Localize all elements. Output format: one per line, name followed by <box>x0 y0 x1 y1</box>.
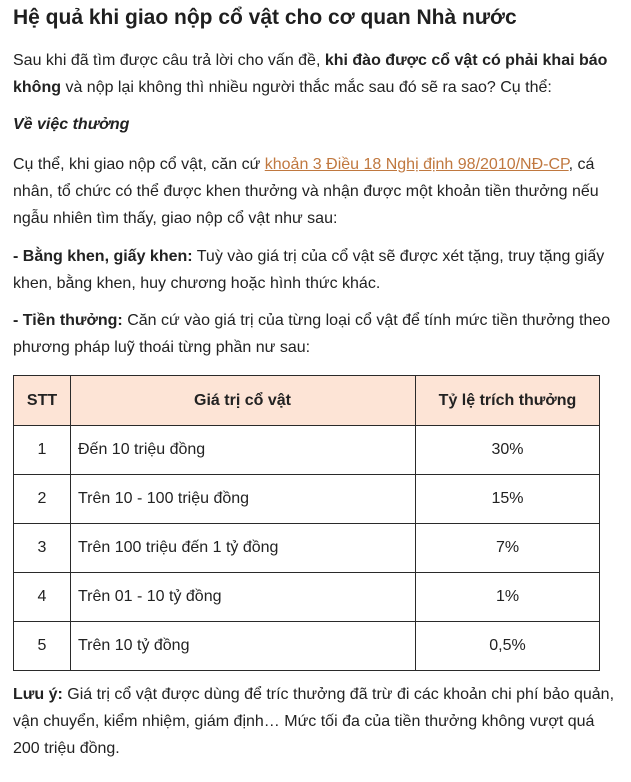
header-stt: STT <box>14 376 71 426</box>
decree-link[interactable]: khoản 3 Điều 18 Nghị định 98/2010/NĐ-CP <box>264 156 569 173</box>
legal-basis-paragraph <box>13 151 615 232</box>
cell-stt: 1 <box>14 426 71 475</box>
cell-stt: 3 <box>14 524 71 573</box>
bullet-certificates-label: - Bằng khen, giấy khen: <box>13 248 193 265</box>
cell-reward-rate: 1% <box>416 573 600 622</box>
table-row <box>14 524 600 573</box>
note-label: Lưu ý: <box>13 686 63 703</box>
cell-artifact-value: Trên 100 triệu đến 1 tỷ đồng <box>71 524 416 573</box>
cell-artifact-value: Đến 10 triệu đồng <box>71 426 416 475</box>
note-text: Giá trị cổ vật được dùng để tríc thưởng đã trừ đi các khoản chi phí bảo quản, vận chuyển, kiểm nhiệm, giám định… Mức tối đa của tiền thưởng không vượt quá 200 triệu đồng. <box>13 686 615 757</box>
intro-text-a: Sau khi đã tìm được câu trả lời cho vấn đề, <box>13 52 325 69</box>
intro-bold-question: khi đào được cổ vật có phải khai báo không <box>13 52 608 96</box>
subheading-reward: Về việc thưởng <box>13 116 130 133</box>
bullet-cash-reward-text: Căn cứ vào giá trị của từng loại cổ vật để tính mức tiền thưởng theo phương pháp luỹ thoái từng phần nư sau: <box>13 312 611 356</box>
header-artifact-value: Giá trị cổ vật <box>71 376 416 426</box>
legal-text-b: , cá nhân, tổ chức có thể được khen thưởng và nhận được một khoản tiền thưởng nếu ngẫu nhiên tìm thấy, giao nộp cổ vật như sau: <box>13 156 599 227</box>
intro-text-b: và nộp lại không thì nhiều người thắc mắc sau đó sẽ ra sao? Cụ thể: <box>61 79 552 96</box>
bullet-cash-reward-label: - Tiền thưởng: <box>13 312 123 329</box>
intro-paragraph <box>13 47 615 101</box>
bullet-certificates <box>13 243 615 297</box>
cell-reward-rate: 7% <box>416 524 600 573</box>
note-paragraph <box>13 681 615 762</box>
bullet-certificates-text: Tuỳ vào giá trị của cổ vật sẽ được xét tặng, truy tặng giấy khen, bằng khen, huy chương hoặc hình thức khác. <box>13 248 605 292</box>
bullet-cash-reward <box>13 307 615 361</box>
table-row <box>14 475 600 524</box>
cell-stt: 2 <box>14 475 71 524</box>
cell-reward-rate: 0,5% <box>416 622 600 671</box>
cell-stt: 5 <box>14 622 71 671</box>
reward-rate-table <box>13 375 600 671</box>
legal-text-a: Cụ thể, khi giao nộp cổ vật, căn cứ <box>13 156 265 173</box>
header-reward-rate: Tỷ lệ trích thưởng <box>416 376 600 426</box>
table-row <box>14 622 600 671</box>
table-header-row <box>14 376 600 426</box>
cell-reward-rate: 30% <box>416 426 600 475</box>
section-title: Hệ quả khi giao nộp cổ vật cho cơ quan Nhà nước <box>13 6 517 29</box>
table-row <box>14 573 600 622</box>
table-row <box>14 426 600 475</box>
cell-reward-rate: 15% <box>416 475 600 524</box>
cell-stt: 4 <box>14 573 71 622</box>
cell-artifact-value: Trên 10 tỷ đồng <box>71 622 416 671</box>
cell-artifact-value: Trên 10 - 100 triệu đồng <box>71 475 416 524</box>
cell-artifact-value: Trên 01 - 10 tỷ đồng <box>71 573 416 622</box>
